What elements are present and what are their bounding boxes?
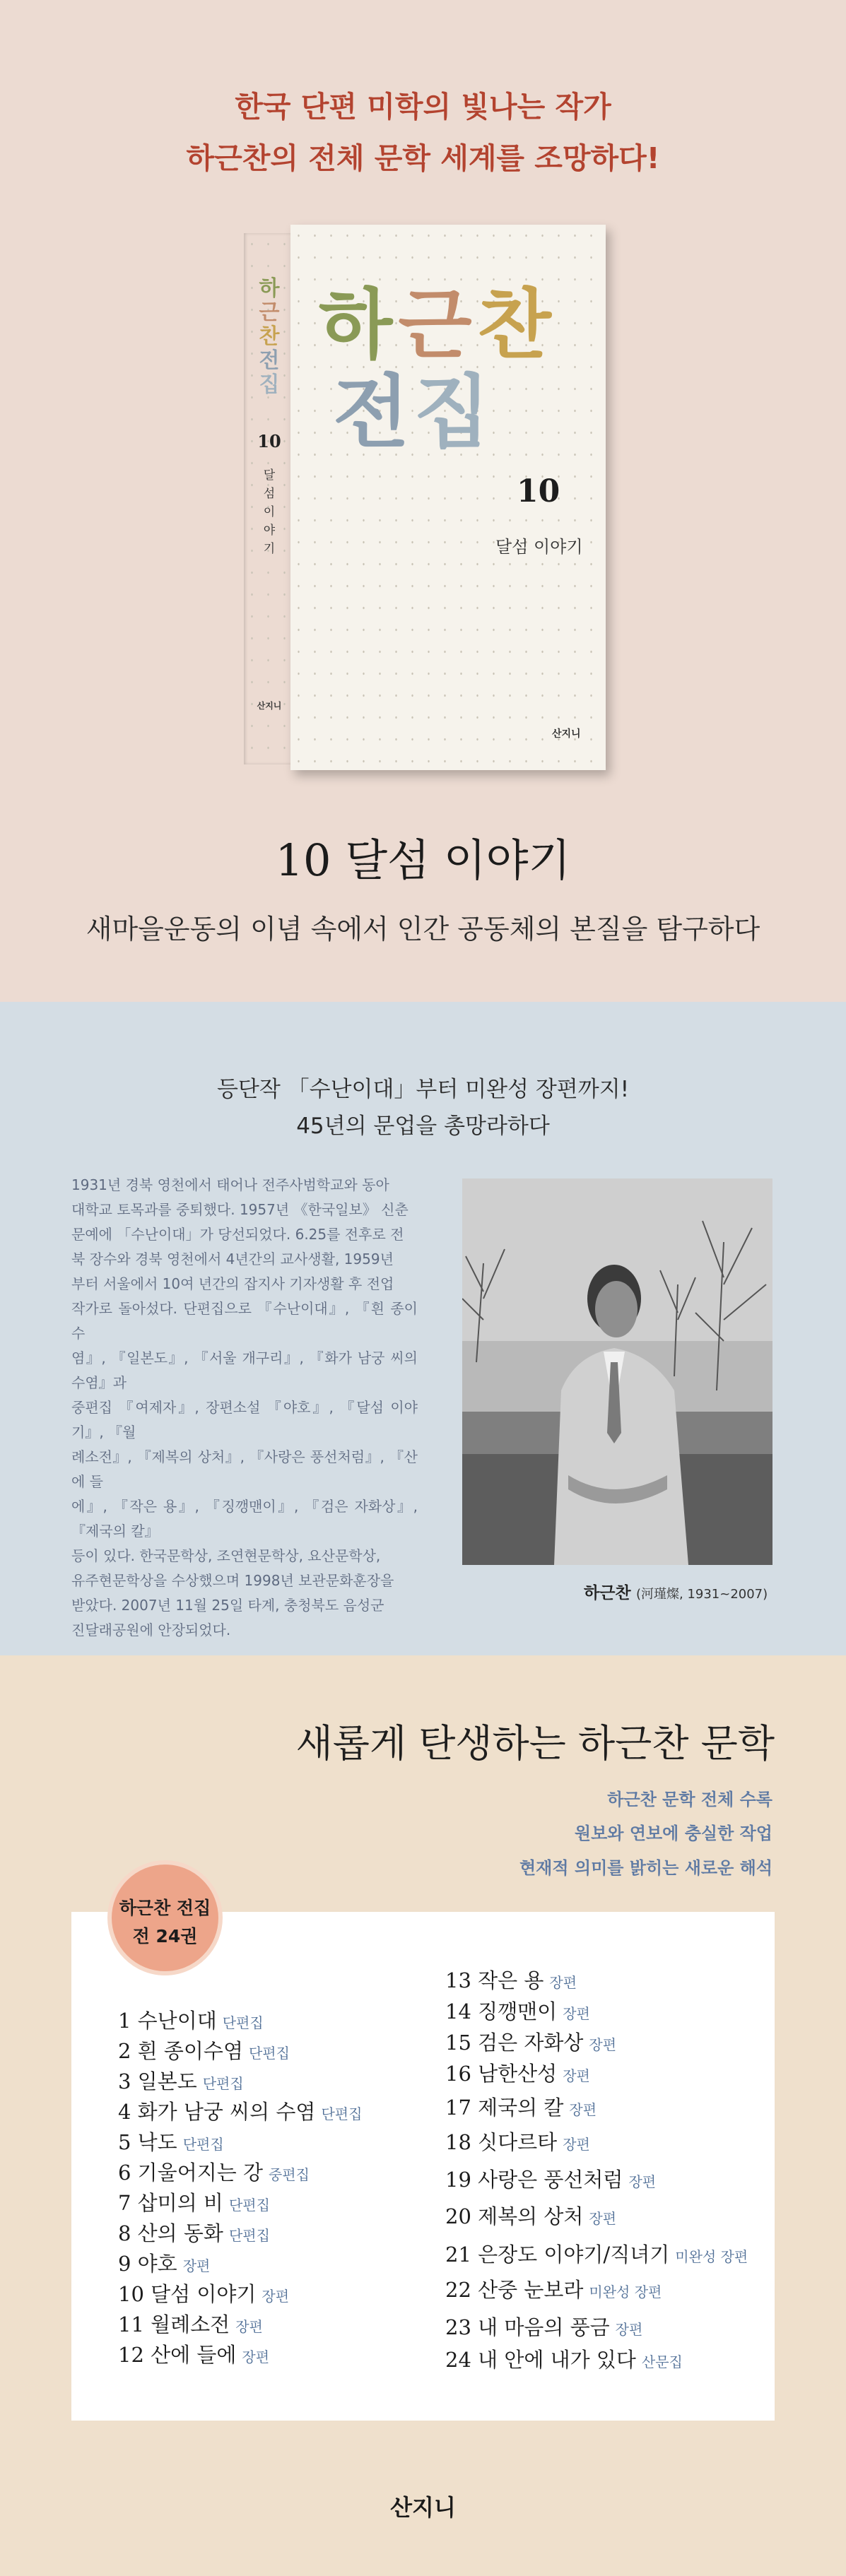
cover-title-top — [319, 280, 557, 370]
author-photo-caption — [584, 1580, 768, 1603]
spine-volume: 10 — [257, 431, 281, 451]
spine-subtitle: 달 섬 이 야 기 — [263, 468, 276, 556]
list-item: 10 달섬 이야기 장편 — [118, 2282, 290, 2306]
cover-char-geun: 근 — [398, 280, 478, 370]
list-item: 9 야호 장편 — [118, 2252, 211, 2276]
list-item: 3 일본도 단편집 — [118, 2069, 244, 2093]
list-item: 8 산의 동화 단편집 — [118, 2221, 270, 2245]
collection-badge — [107, 1860, 223, 1975]
caption-name: 하근찬 — [584, 1584, 631, 1602]
author-headline-1: 등단작 「수난이대」부터 미완성 장편까지! — [216, 1077, 630, 1102]
collection-tagline-3: 현재적 의미를 밝히는 새로운 해석 — [519, 1858, 772, 1878]
volume-subtitle: 새마을운동의 이념 속에서 인간 공동체의 본질을 탐구하다 — [86, 914, 760, 945]
list-item: 7 삽미의 비 단편집 — [118, 2191, 270, 2215]
book-cover-image — [244, 225, 606, 770]
badge-line-2: 전 24권 — [132, 1926, 198, 1946]
collection-tagline-1: 하근찬 문학 전체 수록 — [607, 1790, 772, 1809]
cover-volume-number: 10 — [517, 473, 560, 509]
spine-title: 하 근 찬 전 집 — [259, 276, 280, 397]
list-item: 16 남한산성 장편 — [445, 2062, 590, 2086]
cover-char-jip: 집 — [413, 366, 495, 459]
collection-title: 새롭게 탄생하는 하근찬 문학 — [295, 1721, 775, 1766]
list-item: 19 사랑은 풍선처럼 장편 — [445, 2168, 657, 2192]
list-item: 17 제국의 칼 장편 — [445, 2096, 597, 2120]
author-headline-2: 45년의 문업을 총망라하다 — [296, 1113, 550, 1139]
cover-char-ha: 하 — [319, 280, 399, 370]
list-item: 23 내 마음의 풍금 장편 — [445, 2315, 643, 2339]
spine-publisher-logo: 산지니 — [257, 701, 282, 711]
cover-char-jeon: 전 — [333, 366, 414, 459]
list-item: 1 수난이대 단편집 — [118, 2009, 264, 2033]
list-item: 13 작은 용 장편 — [445, 1968, 577, 1992]
list-item: 2 흰 종이수염 단편집 — [118, 2039, 290, 2063]
hero-headline-2: 하근찬의 전체 문학 세계를 조망하다! — [186, 141, 660, 175]
list-item: 18 싯다르타 장편 — [445, 2130, 590, 2154]
book-spine — [244, 233, 293, 764]
cover-char-chan: 찬 — [477, 280, 557, 370]
list-item: 24 내 안에 내가 있다 산문집 — [445, 2348, 683, 2372]
list-item: 15 검은 자화상 장편 — [445, 2031, 617, 2055]
list-item: 21 은장도 이야기/직녀기 미완성 장편 — [445, 2243, 748, 2267]
list-item: 12 산에 들에 장편 — [118, 2343, 270, 2367]
author-photo-illustration — [462, 1178, 772, 1565]
list-item: 14 징깽맨이 장편 — [445, 1999, 590, 2023]
list-item: 6 기울어지는 강 중편집 — [118, 2161, 310, 2185]
cover-publisher-logo: 산지니 — [552, 728, 581, 740]
list-item: 4 화가 남궁 씨의 수염 단편집 — [118, 2100, 363, 2124]
collection-tagline-2: 원보와 연보에 충실한 작업 — [574, 1824, 772, 1843]
author-photo — [462, 1178, 772, 1565]
list-item: 20 제복의 상처 장편 — [445, 2204, 617, 2228]
list-item: 22 산중 눈보라 미완성 장편 — [445, 2278, 662, 2302]
hero-headline-1: 한국 단편 미학의 빛나는 작가 — [235, 90, 611, 124]
publisher-logo: 산지니 — [390, 2494, 456, 2521]
badge-line-1: 하근찬 전집 — [119, 1898, 211, 1918]
list-item: 5 낙도 단편집 — [118, 2130, 224, 2154]
caption-detail: (河瑾燦, 1931~2007) — [635, 1587, 768, 1602]
cover-title-bottom — [333, 366, 495, 459]
book-front-cover — [290, 225, 606, 770]
volume-title: 10 달섬 이야기 — [275, 834, 571, 886]
cover-subtitle: 달섬 이야기 — [495, 537, 583, 557]
author-bio: 1931년 경북 영천에서 태어나 전주사범학교와 동아 대학교 토목과를 중퇴했다. 1957년 《한국일보》 신춘 문예에 「수난이대」가 당선되었다. 6.25를 전후로 전 북 장수와 경북 영천에서 4년간의 교사생활, 1959년 부터 서울에서 10여 년간의 잡지사 기자생활 후 전업 작가로 돌아섰다. 단편집으로 『수난이대』, 『흰 종이수 염』, 『일본도』, 『서울 개구리』, 『화가 남궁 씨의 수염』과 중편집 『여제자』, 장편소설 『야호』, 『달섬 이야기』, 『월 례소전』, 『제복의 상처』, 『사랑은 풍선처럼』, 『산에 들 에』, 『작은 용』, 『징깽맨이』, 『검은 자화상』, 『제국의 칼』 등이 있다. 한국문학상, 조연현문학상, 요산문학상, 유주현문학상을 수상했으며 1998년 보관문화훈장을 받았다. 2007년 11월 25일 타계, 충청북도 음성군 진달래공원에 안장되었다. — [71, 1176, 418, 1638]
list-item: 11 월례소전 장편 — [118, 2312, 263, 2336]
